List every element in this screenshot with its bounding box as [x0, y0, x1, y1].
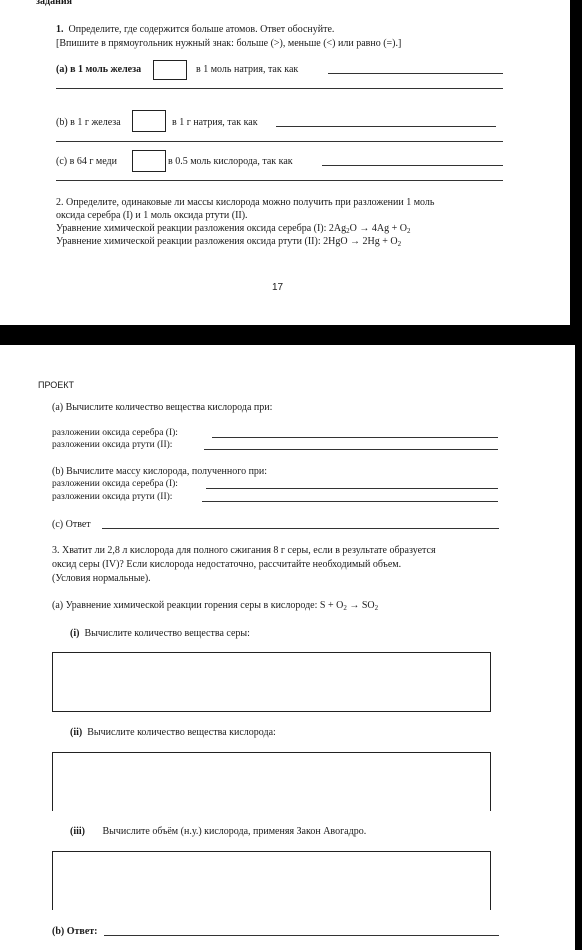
p2a-line1-label: разложении оксида серебра (I): — [52, 428, 178, 438]
q1a-answer-line[interactable] — [328, 73, 503, 74]
q3-line2: оксид серы (IV)? Если кислорода недостаточно, рассчитайте необходимый объем. — [52, 559, 402, 570]
q3i-answer-box[interactable] — [52, 652, 491, 712]
q3ii-prompt: (ii) Вычислите количество вещества кислорода: — [70, 727, 276, 738]
p2b-title: (b) Вычислите массу кислорода, полученного при: — [52, 466, 268, 477]
p2b-line1-label: разложении оксида серебра (I): — [52, 479, 178, 489]
p2b-line2-label: разложении оксида ртути (II): — [52, 492, 173, 502]
scan-edge-top — [570, 0, 582, 325]
q2-eq1: Уравнение химической реакции разложения оксида серебра (I): $2Ag_2O \to 4Ag + O_2$ — [56, 223, 411, 235]
q1c-answer-line-2[interactable] — [56, 180, 503, 181]
q1a-right: в 1 моль натрия, так как — [196, 64, 299, 75]
q1b-right: в 1 г натрия, так как — [172, 117, 258, 128]
p2a-line1-answer[interactable] — [212, 437, 498, 438]
q3i-prompt: (i) Вычислите количество вещества серы: — [70, 628, 250, 639]
scan-edge-bottom — [575, 345, 582, 950]
q3b-answer-label: (b) Ответ: — [52, 926, 98, 937]
q1-instruction: [Впишите в прямоугольник нужный знак: больше (>), меньше (<) или равно (=).] — [56, 38, 402, 49]
q3b-answer-line[interactable] — [104, 935, 499, 936]
q2-eq2: Уравнение химической реакции разложения оксида ртути (II): $2HgO \to 2Hg + O_2$ — [56, 236, 402, 248]
p2a-line2-label: разложении оксида ртути (II): — [52, 440, 173, 450]
p2a-line2-answer[interactable] — [204, 449, 498, 450]
q1b-answer-line[interactable] — [276, 126, 496, 127]
p2a-title: (a) Вычислите количество вещества кислорода при: — [52, 402, 273, 413]
q3a-equation: (a) Уравнение химической реакции горения серы в кислороде: $S + O_2 \to SO_2$ — [52, 600, 379, 612]
page-separator — [0, 325, 582, 345]
q2-line1: 2. Определите, одинаковые ли массы кислорода можно получить при разложении 1 моль — [56, 197, 435, 208]
page-number: 17 — [272, 282, 284, 293]
q1-title: 1. Определите, где содержится больше атомов. Ответ обоснуйте. — [56, 24, 335, 35]
q1b-left: (b) в 1 г железа — [56, 117, 121, 128]
header-cut: задания — [36, 0, 73, 7]
q1c-answer-line[interactable] — [322, 165, 503, 166]
p2c-answer-label: (c) Ответ — [52, 519, 91, 530]
q1a-left: (a) в 1 моль железа — [56, 64, 142, 75]
q1c-answer-box[interactable] — [132, 150, 166, 172]
q3ii-answer-box[interactable] — [52, 752, 491, 811]
q1b-answer-box[interactable] — [132, 110, 166, 132]
q3-line3: (Условия нормальные). — [52, 573, 151, 584]
q1c-right: в 0.5 моль кислорода, так как — [168, 156, 293, 167]
p2b-line2-answer[interactable] — [202, 501, 498, 502]
q1a-answer-box[interactable] — [153, 60, 187, 80]
q3iii-prompt: (iii) Вычислите объём (н.у.) кислорода, применяя Закон Авогадро. — [70, 826, 367, 837]
p2c-answer-line[interactable] — [102, 528, 499, 529]
project-header: ПРОЕКТ — [38, 380, 75, 390]
q3-line1: 3. Хватит ли 2,8 л кислорода для полного сжигания 8 г серы, если в результате образуется — [52, 545, 436, 556]
q3iii-answer-box[interactable] — [52, 851, 491, 910]
p2b-line1-answer[interactable] — [206, 488, 498, 489]
q1b-answer-line-2[interactable] — [56, 141, 503, 142]
q1c-left: (c) в 64 г меди — [56, 156, 117, 167]
q1a-answer-line-2[interactable] — [56, 88, 503, 89]
q2-line2: оксида серебра (I) и 1 моль оксида ртути (II). — [56, 210, 248, 221]
